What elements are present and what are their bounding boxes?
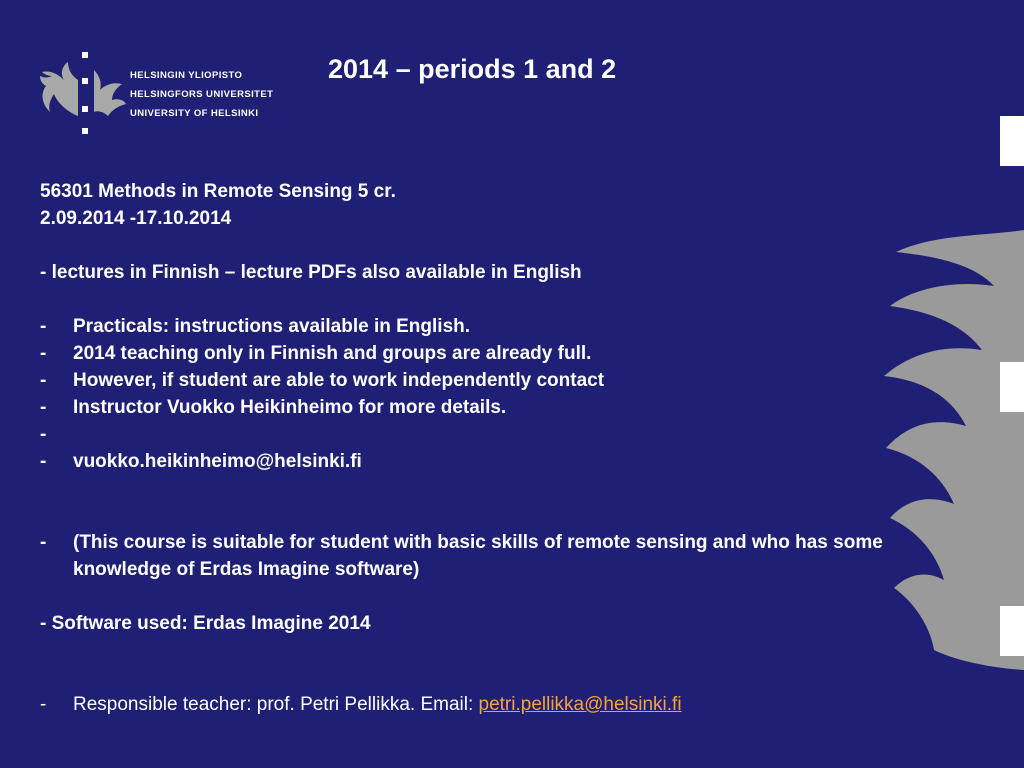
slide-title: 2014 – periods 1 and 2: [328, 54, 617, 84]
list-item: [40, 367, 900, 394]
bullet-text-independent: However, if student are able to work independently contact: [73, 370, 605, 391]
bullet-marker: -: [40, 424, 47, 445]
list-item: [40, 448, 900, 475]
bullet-text-instructor: Instructor Vuokko Heikinheimo for more details.: [73, 397, 507, 418]
bullet-marker: -: [40, 694, 47, 715]
university-names: [130, 66, 273, 123]
bullet-marker: -: [40, 532, 47, 553]
course-line: 56301 Methods in Remote Sensing 5 cr.: [40, 181, 396, 202]
university-name-swedish: HELSINGFORS UNIVERSITET: [130, 89, 274, 100]
bullet-marker: -: [40, 370, 47, 391]
software-line: - Software used: Erdas Imagine 2014: [40, 613, 371, 634]
bullet-marker: -: [40, 343, 47, 364]
right-edge-tick-3: [1000, 606, 1024, 656]
list-item: [40, 313, 900, 340]
university-name-finnish: HELSINGIN YLIOPISTO: [130, 70, 243, 81]
bullet-marker: -: [40, 451, 47, 472]
bullet-text-empty: [73, 421, 900, 448]
university-name-english: UNIVERSITY OF HELSINKI: [130, 108, 259, 119]
bullet-marker: -: [40, 316, 47, 337]
bullet-text-teaching: 2014 teaching only in Finnish and groups are already full.: [73, 343, 592, 364]
lectures-line: - lectures in Finnish – lecture PDFs also available in English: [40, 262, 582, 283]
university-logo-icon: [38, 50, 128, 138]
bullet-text-practicals: Practicals: instructions available in English.: [73, 316, 471, 337]
list-item: [40, 394, 900, 421]
right-edge-tick-2: [1000, 362, 1024, 412]
instructor-email: vuokko.heikinheimo@helsinki.fi: [73, 451, 362, 472]
right-edge-tick-1: [1000, 116, 1024, 166]
list-item: [40, 691, 900, 718]
dates-line: 2.09.2014 -17.10.2014: [40, 208, 232, 229]
responsible-email-link[interactable]: petri.pellikka@helsinki.fi: [478, 694, 682, 715]
suitability-note: (This course is suitable for student with basic skills of remote sensing and who has some knowledge of Erdas Imagine software): [73, 532, 883, 580]
list-item: [40, 529, 900, 583]
list-item: [40, 340, 900, 367]
slide-content: [40, 178, 900, 718]
responsible-teacher-text: Responsible teacher: prof. Petri Pellikka. Email:: [73, 694, 479, 715]
list-item: [40, 421, 900, 448]
bullet-marker: -: [40, 397, 47, 418]
